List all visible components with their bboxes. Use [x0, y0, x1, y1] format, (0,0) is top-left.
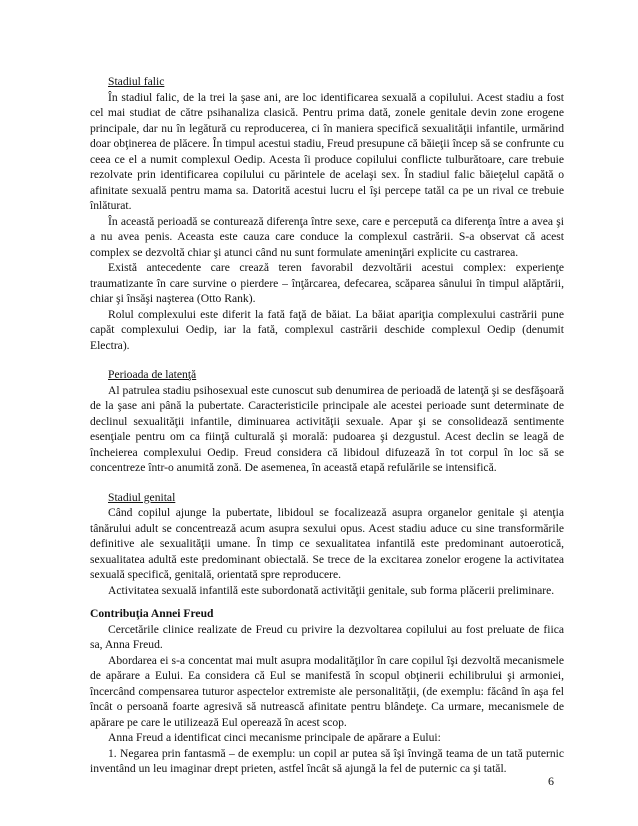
heading-perioada-latenta: Perioada de latenţă: [108, 368, 197, 381]
paragraph: Rolul complexului este diferit la fată faţă de băiat. La băiat apariţia complexului castrării pune capăt complexului Oedip, iar la fată, complexul castrării deschide complexul Oedip (denumit Electra).: [90, 307, 564, 352]
paragraph: Anna Freud a identificat cinci mecanisme principale de apărare a Eului:: [108, 731, 441, 744]
heading-stadiul-falic: Stadiul falic: [108, 75, 165, 88]
page-content: [90, 74, 564, 777]
paragraph: Al patrulea stadiu psihosexual este cunoscut sub denumirea de perioadă de latenţă şi se desfăşoară de la şase ani până la pubertate. Caracteristicile principale ale acestei perioade sunt determinate de declinul sexualităţii infantile, diminuarea activităţii sexuale. Apar şi se consolidează sentimente esenţiale pentru om ca fiinţă culturală şi morală: pudoarea şi dezgustul. Acest declin se leagă de încheierea complexului Oedip. Freud considera că libidoul difuzează în tot corpul în loc să se concentreze într-o anumită zonă. De asemenea, în această etapă refulările se intensifică.: [90, 383, 564, 474]
page-number: 6: [548, 774, 554, 788]
paragraph: Abordarea ei s-a concentat mai mult asupra modalităţilor în care copilul îşi dezvoltă mecanismele de apărare a Eului. Ea considera că Eul se manifestă în scopul obţinerii echilibrului şi armoniei, încercând compensarea tuturor aspectelor extremiste ale personalităţii, (de exemplu: făcând în aşa fel încât o persoană foarte agresivă să nutrească afinitate pentru blândeţe. Ca urmare, mecanismele de apărare pe care le utilizează Eul operează în acest scop.: [90, 653, 564, 729]
paragraph: În această perioadă se conturează diferenţa între sexe, care e percepută ca diferenţa între a avea şi a nu avea penis. Aceasta este cauza care conduce la complexul castrării. S-a observat că acest complex se dezvoltă chiar şi atunci când nu sunt formulate ameninţări explicite cu castrarea.: [90, 214, 564, 259]
paragraph: 1. Negarea prin fantasmă – de exemplu: un copil ar putea să îşi învingă teama de un tată puternic inventând un leu imaginar drept prieten, astfel încât să ajungă la fel de puternic ca şi tatăl.: [90, 746, 564, 775]
paragraph: Când copilul ajunge la pubertate, libidoul se focalizează asupra organelor genitale şi atenţia tânărului adult se concentrează acum asupra sexului opus. Acest stadiu aduce cu sine transformările definitive ale sexualităţii umane. În timp ce sexualitatea infantilă este predominant autoerotică, sexualitatea adultă este predominant obiectală. Se trece de la excitarea zonelor erogene la activitatea sexuală specifică, genitală, orientată spre reproducere.: [90, 506, 564, 581]
spacer: [90, 598, 564, 606]
paragraph: Există antecedente care crează teren favorabil dezvoltării acestui complex: experienţe traumatizante în care survine o pierdere – înţărcarea, defecarea, scăparea sânului în timpul alăptării, chiar şi însăşi naşterea (Otto Rank).: [90, 261, 564, 305]
spacer: [90, 353, 564, 367]
heading-contributia-annei-freud: Contribuţia Annei Freud: [90, 607, 214, 620]
spacer: [90, 476, 564, 490]
paragraph: Cercetările clinice realizate de Freud cu privire la dezvoltarea copilului au fost preluate de fiica sa, Anna Freud.: [90, 622, 564, 651]
paragraph: În stadiul falic, de la trei la şase ani, are loc identificarea sexuală a copilului. Acest stadiu a fost cel mai studiat de către psihanaliza clasică. Pentru prima dată, zonele genitale devin zone erogene principale, dar nu în legătură cu reproducerea, ci în maniera specifică sexualităţii infantile, urmărind doar obţinerea de plăcere. În timpul acestui stadiu, Freud presupune că băieţii încep să se confrunte cu ceea ce el a numit complexul Oedip. Acesta îi produce copilului conflicte tulburătoare, care trebuie rezolvate prin identificarea copilului cu părintele de acelaşi sex. În stadiul falic băieţelul capătă o afinitate sexuală pentru mama sa. Datorită acestui lucru el îşi percepe tatăl ca pe un rival ce trebuie înlăturat.: [90, 90, 564, 212]
paragraph: Activitatea sexuală infantilă este subordonată activităţii genitale, sub forma plăcerii preliminare.: [108, 583, 555, 597]
heading-stadiul-genital: Stadiul genital: [108, 490, 176, 504]
